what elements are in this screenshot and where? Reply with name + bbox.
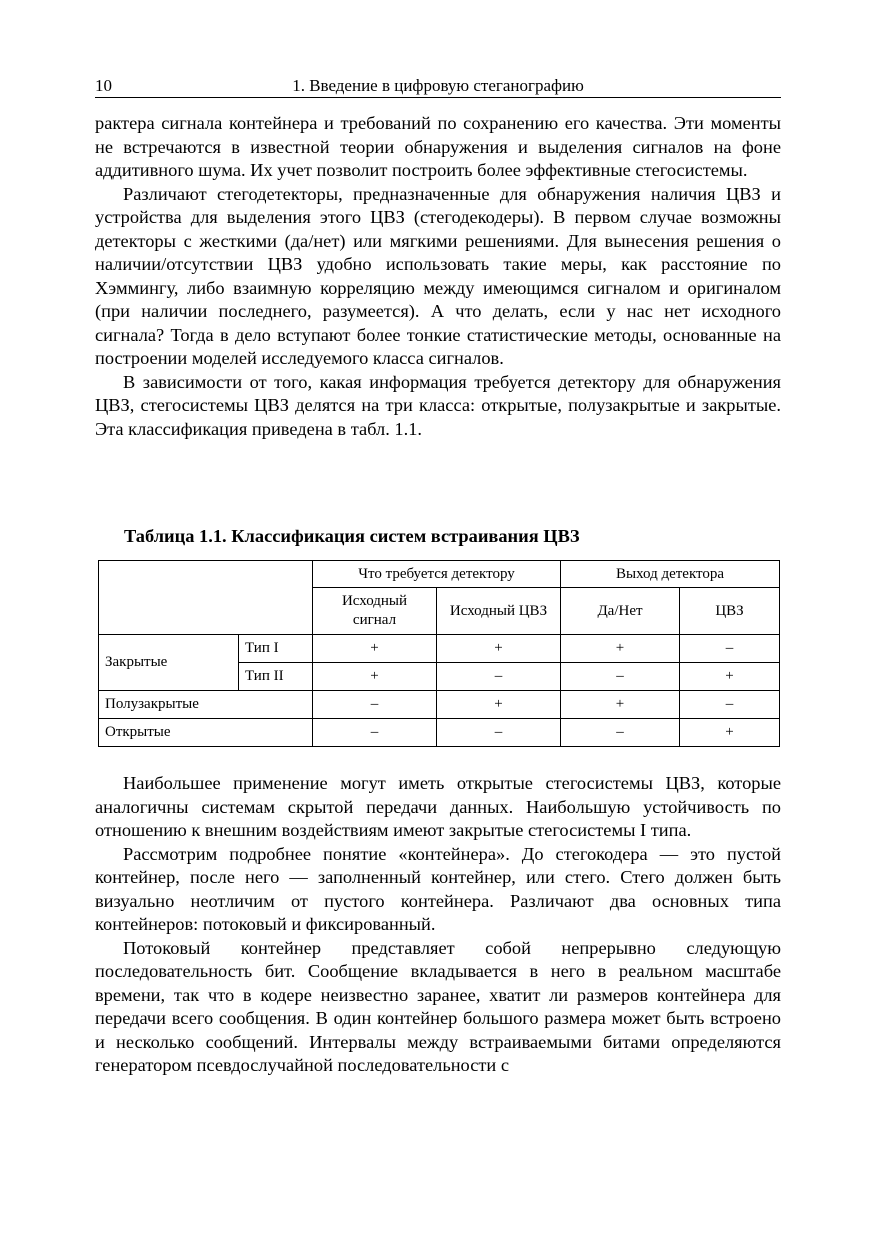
table-cell: + bbox=[561, 635, 680, 663]
table-cell: – bbox=[437, 719, 561, 747]
table-cell: + bbox=[437, 691, 561, 719]
table-row bbox=[99, 635, 780, 663]
row-label: Тип II bbox=[239, 663, 313, 691]
classification-table bbox=[98, 560, 780, 747]
table-header-row bbox=[99, 561, 780, 588]
table-cell: + bbox=[437, 635, 561, 663]
table-cell: + bbox=[680, 719, 780, 747]
text-block-bottom bbox=[95, 772, 781, 1078]
table-row bbox=[99, 691, 780, 719]
table-cell: – bbox=[437, 663, 561, 691]
paragraph: рактера сигнала контейнера и требований по сохранению его качества. Эти моменты не встречаются в известной теории обнаружения и выделения сигналов на фоне аддитивного шума. Их учет позволит построить более эффективные стегосистемы. bbox=[95, 113, 781, 180]
table-cell: – bbox=[680, 635, 780, 663]
running-header bbox=[95, 75, 781, 98]
paragraph: Наибольшее применение могут иметь открытые стегосистемы ЦВЗ, которые аналогичны системам скрытой передачи данных. Наибольшую устойчивость по отношению к внешним воздействиям имеют закрытые стегосистемы I типа. bbox=[95, 773, 781, 840]
table-cell: + bbox=[561, 691, 680, 719]
table-cell: + bbox=[313, 635, 437, 663]
paragraph: В зависимости от того, какая информация требуется детектору для обнаружения ЦВЗ, стегосистемы ЦВЗ делятся на три класса: открытые, полузакрытые и закрытые. Эта классификация приведена в табл. 1.1. bbox=[95, 371, 781, 439]
page-number: 10 bbox=[95, 76, 112, 95]
header-source-cvz: Исходный ЦВЗ bbox=[437, 588, 561, 635]
paragraph: Потоковый контейнер представляет собой непрерывно следующую последовательность бит. Сообщение вкладывается в него в реальном масштабе времени, так что в кодере неизвестно заранее, хватит ли размеров контейнера для передачи всего сообщения. В один контейнер большого размера может быть встроено и несколько сообщений. Интервалы между встраиваемыми битами определяются генератором псевдослучайной последовательности с bbox=[95, 937, 781, 1075]
table-cell: – bbox=[561, 719, 680, 747]
header-yes-no: Да/Нет bbox=[561, 588, 680, 635]
row-label: Тип I bbox=[239, 635, 313, 663]
row-label: Полузакрытые bbox=[99, 691, 313, 719]
table-cell: + bbox=[680, 663, 780, 691]
table-cell: – bbox=[680, 691, 780, 719]
table-cell: – bbox=[561, 663, 680, 691]
header-cvz: ЦВЗ bbox=[680, 588, 780, 635]
table-caption: Таблица 1.1. Классификация систем встраивания ЦВЗ bbox=[124, 526, 580, 546]
header-source-signal: Исходный сигнал bbox=[313, 588, 437, 635]
row-label: Открытые bbox=[99, 719, 313, 747]
table-cell: – bbox=[313, 691, 437, 719]
text-block-top bbox=[95, 112, 781, 441]
table-cell: – bbox=[313, 719, 437, 747]
paragraph: Различают стегодетекторы, предназначенные для обнаружения наличия ЦВЗ и устройства для выделения этого ЦВЗ (стегодекодеры). В первом случае возможны детекторы с жесткими (да/нет) или мягкими решениями. Для вынесения решения о наличии/отсутствии ЦВЗ удобно использовать такие меры, как расстояние по Хэммингу, либо взаимную корреляцию между имеющимся сигналом и оригиналом (при наличии последнего, разумеется). А что делать, если у нас нет исходного сигнала? Тогда в дело вступают более тонкие статистические методы, основанные на построении моделей исследуемого класса сигналов. bbox=[95, 183, 781, 368]
table-cell: + bbox=[313, 663, 437, 691]
table-corner-cell bbox=[99, 561, 313, 635]
chapter-title: 1. Введение в цифровую стеганографию bbox=[292, 76, 584, 95]
header-group-output: Выход детектора bbox=[561, 561, 780, 588]
paragraph: Рассмотрим подробнее понятие «контейнера». До стегокодера — это пустой контейнер, после него — заполненный контейнер, или стего. Стего должен быть визуально неотличим от пустого контейнера. Различают два основных типа контейнеров: потоковый и фиксированный. bbox=[95, 843, 781, 934]
table-row bbox=[99, 719, 780, 747]
header-group-required: Что требуется детектору bbox=[313, 561, 561, 588]
row-group-closed: Закрытые bbox=[99, 635, 239, 691]
